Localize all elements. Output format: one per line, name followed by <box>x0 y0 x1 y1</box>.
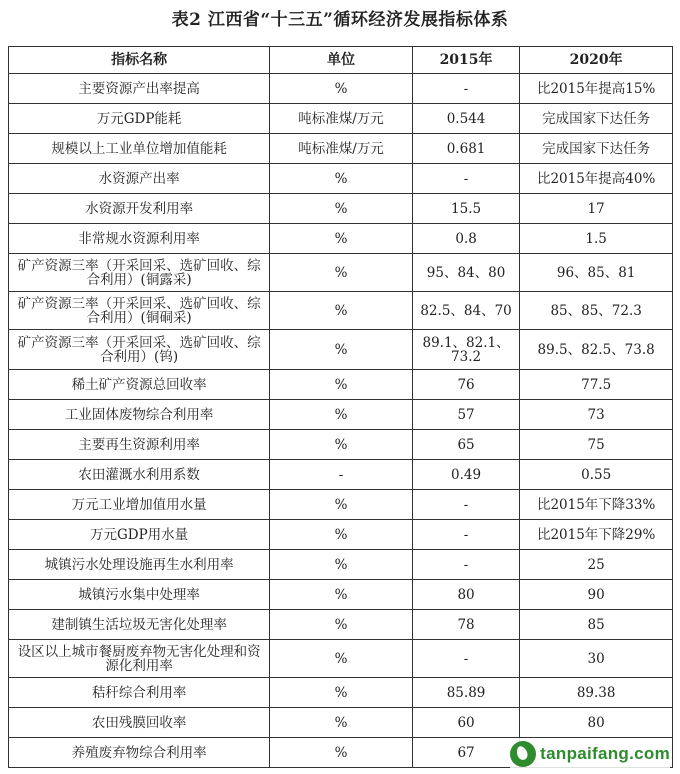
table-row <box>9 520 673 550</box>
unit-cell: % <box>270 640 413 678</box>
indicator-name-cell: 矿产资源三率（开采回采、选矿回收、综合利用）(铜硐采) <box>9 292 270 330</box>
unit-cell: % <box>270 520 413 550</box>
unit-cell: % <box>270 430 413 460</box>
table-row <box>9 580 673 610</box>
table-row <box>9 610 673 640</box>
unit-cell: 吨标准煤/万元 <box>270 134 413 164</box>
value-2015-cell: 60 <box>412 708 519 738</box>
table-row <box>9 490 673 520</box>
indicator-name-cell: 水资源开发利用率 <box>9 194 270 224</box>
watermark-text: tanpaifang.com <box>540 744 670 763</box>
value-2020-cell: 75 <box>520 430 673 460</box>
indicator-name-cell: 矿产资源三率（开采回采、选矿回收、综合利用）(钨) <box>9 330 270 370</box>
header-indicator-name: 指标名称 <box>9 47 270 74</box>
value-2020-cell: 比2015年下降29% <box>520 520 673 550</box>
unit-cell: % <box>270 550 413 580</box>
table-row <box>9 292 673 330</box>
table-row <box>9 460 673 490</box>
table-title: 表2 江西省“十三五”循环经济发展指标体系 <box>171 10 509 30</box>
value-2020-cell: 比2015年提高15% <box>520 74 673 104</box>
value-2015-cell: - <box>412 550 519 580</box>
unit-cell: % <box>270 738 413 768</box>
value-2020-cell: 1.5 <box>520 224 673 254</box>
indicator-name-cell: 非常规水资源利用率 <box>9 224 270 254</box>
value-2015-cell: - <box>412 640 519 678</box>
value-2015-cell: 67 <box>412 738 519 768</box>
indicator-name-cell: 规模以上工业单位增加值能耗 <box>9 134 270 164</box>
unit-cell: % <box>270 708 413 738</box>
header-year-2020: 2020年 <box>520 47 673 74</box>
indicator-name-cell: 工业固体废物综合利用率 <box>9 400 270 430</box>
value-2015-cell: - <box>412 490 519 520</box>
watermark <box>510 738 670 770</box>
unit-cell: % <box>270 400 413 430</box>
value-2015-cell: 0.8 <box>412 224 519 254</box>
indicator-name-cell: 农田灌溉水利用系数 <box>9 460 270 490</box>
value-2015-cell: 82.5、84、70 <box>412 292 519 330</box>
value-2015-cell: 80 <box>412 580 519 610</box>
indicator-name-cell: 矿产资源三率（开采回采、选矿回收、综合利用）(铜露采) <box>9 254 270 292</box>
indicator-name-cell: 万元GDP用水量 <box>9 520 270 550</box>
indicator-name-cell: 稀土矿产资源总回收率 <box>9 370 270 400</box>
table-row <box>9 400 673 430</box>
header-unit: 单位 <box>270 47 413 74</box>
indicator-name-cell: 建制镇生活垃圾无害化处理率 <box>9 610 270 640</box>
unit-cell: % <box>270 370 413 400</box>
value-2020-cell: 89.5、82.5、73.8 <box>520 330 673 370</box>
table-row <box>9 134 673 164</box>
indicator-name-cell: 秸秆综合利用率 <box>9 678 270 708</box>
unit-cell: - <box>270 460 413 490</box>
unit-cell: % <box>270 164 413 194</box>
table-header-row <box>9 47 673 74</box>
indicator-name-cell: 主要资源产出率提高 <box>9 74 270 104</box>
table-row <box>9 330 673 370</box>
indicator-name-cell: 万元GDP能耗 <box>9 104 270 134</box>
indicator-name-cell: 养殖废弃物综合利用率 <box>9 738 270 768</box>
indicator-name-cell: 万元工业增加值用水量 <box>9 490 270 520</box>
unit-cell: % <box>270 610 413 640</box>
table-row <box>9 430 673 460</box>
indicator-name-cell: 设区以上城市餐厨废弃物无害化处理和资源化利用率 <box>9 640 270 678</box>
value-2015-cell: 76 <box>412 370 519 400</box>
value-2015-cell: 57 <box>412 400 519 430</box>
value-2015-cell: 0.544 <box>412 104 519 134</box>
value-2015-cell: 0.49 <box>412 460 519 490</box>
value-2020-cell: 25 <box>520 550 673 580</box>
value-2020-cell: 85、85、72.3 <box>520 292 673 330</box>
unit-cell: % <box>270 74 413 104</box>
value-2015-cell: - <box>412 74 519 104</box>
header-year-2015: 2015年 <box>412 47 519 74</box>
value-2020-cell: 比2015年下降33% <box>520 490 673 520</box>
value-2020-cell: 85 <box>520 610 673 640</box>
value-2020-cell: 0.55 <box>520 460 673 490</box>
value-2020-cell: 完成国家下达任务 <box>520 104 673 134</box>
value-2015-cell: 0.681 <box>412 134 519 164</box>
value-2015-cell: 78 <box>412 610 519 640</box>
table-row <box>9 104 673 134</box>
indicator-table <box>8 46 673 768</box>
unit-cell: % <box>270 292 413 330</box>
value-2020-cell: 96、85、81 <box>520 254 673 292</box>
value-2020-cell: 30 <box>520 640 673 678</box>
table-row <box>9 678 673 708</box>
table-row <box>9 370 673 400</box>
indicator-name-cell: 城镇污水处理设施再生水利用率 <box>9 550 270 580</box>
unit-cell: % <box>270 254 413 292</box>
unit-cell: % <box>270 194 413 224</box>
value-2020-cell: 77.5 <box>520 370 673 400</box>
table-row <box>9 708 673 738</box>
value-2020-cell: 90 <box>520 580 673 610</box>
indicator-name-cell: 主要再生资源利用率 <box>9 430 270 460</box>
table-row <box>9 194 673 224</box>
table-row <box>9 640 673 678</box>
value-2015-cell: - <box>412 164 519 194</box>
table-row <box>9 164 673 194</box>
indicator-name-cell: 城镇污水集中处理率 <box>9 580 270 610</box>
value-2015-cell: 89.1、82.1、73.2 <box>412 330 519 370</box>
value-2015-cell: 65 <box>412 430 519 460</box>
unit-cell: 吨标准煤/万元 <box>270 104 413 134</box>
value-2020-cell: 80 <box>520 708 673 738</box>
table-row <box>9 550 673 580</box>
value-2015-cell: 95、84、80 <box>412 254 519 292</box>
value-2020-cell: 73 <box>520 400 673 430</box>
value-2020-cell: 17 <box>520 194 673 224</box>
value-2020-cell: 比2015年提高40% <box>520 164 673 194</box>
unit-cell: % <box>270 580 413 610</box>
unit-cell: % <box>270 490 413 520</box>
value-2015-cell: 85.89 <box>412 678 519 708</box>
value-2020-cell: 完成国家下达任务 <box>520 134 673 164</box>
unit-cell: % <box>270 330 413 370</box>
leaf-logo-icon <box>510 741 536 767</box>
table-row <box>9 74 673 104</box>
unit-cell: % <box>270 678 413 708</box>
table-row <box>9 254 673 292</box>
value-2020-cell: 89.38 <box>520 678 673 708</box>
table-row <box>9 224 673 254</box>
unit-cell: % <box>270 224 413 254</box>
value-2015-cell: - <box>412 520 519 550</box>
indicator-name-cell: 农田残膜回收率 <box>9 708 270 738</box>
value-2015-cell: 15.5 <box>412 194 519 224</box>
indicator-name-cell: 水资源产出率 <box>9 164 270 194</box>
